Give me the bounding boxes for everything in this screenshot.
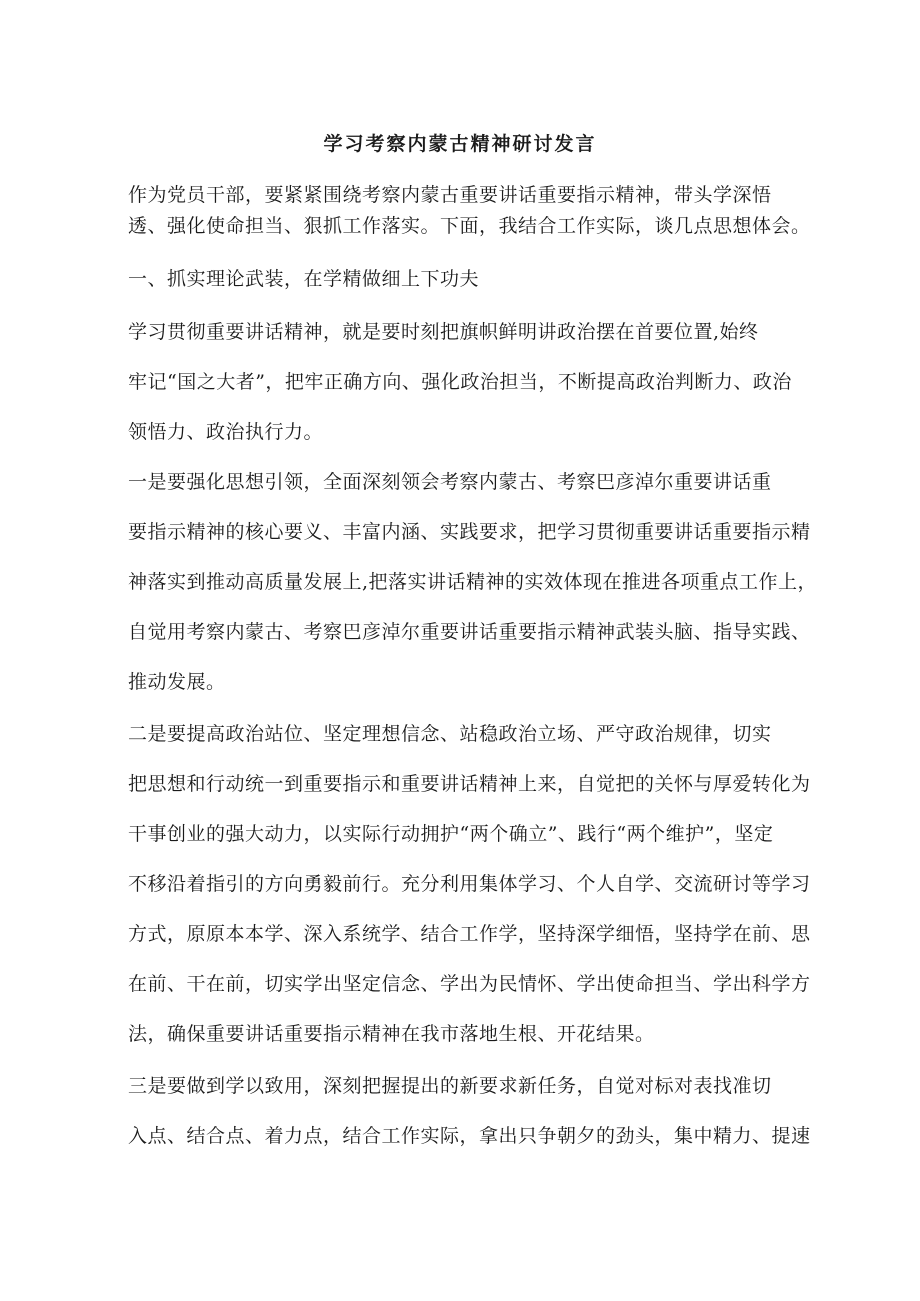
- paragraph-line: 牢记“国之大者”，把牢正确方向、强化政治担当，不断提高政治判断力、政治: [128, 371, 792, 393]
- section-heading-1: [84, 264, 854, 295]
- document-title: 学习考察内蒙古精神研讨发言: [323, 133, 597, 155]
- paragraph-line: 在前、干在前，切实学出坚定信念、学出为民情怀、学出使命担当、学出科学方: [128, 973, 811, 995]
- paragraph-2: [84, 307, 854, 457]
- paragraph-line: 一是要强化思想引领，全面深刻领会考察内蒙古、考察巴彦淖尔重要讲话重: [128, 471, 772, 493]
- paragraph-line: 自觉用考察内蒙古、考察巴彦淖尔重要讲话重要指示精神武装头脑、指导实践、: [128, 621, 811, 643]
- paragraph-line: 把思想和行动统一到重要指示和重要讲话精神上来，自觉把的关怀与厚爱转化为: [128, 773, 811, 795]
- paragraph-line: 法，确保重要讲话重要指示精神在我市落地生根、开花结果。: [128, 1023, 655, 1045]
- paragraph-4: [84, 709, 854, 1059]
- paragraph-line: 学习贯彻重要讲话精神，就是要时刻把旗帜鲜明讲政治摆在首要位置,始终: [128, 321, 759, 343]
- paragraph-line: 不移沿着指引的方向勇毅前行。充分利用集体学习、个人自学、交流研讨等学习: [128, 873, 811, 895]
- paragraph-line: 二是要提高政治站位、坚定理想信念、站稳政治立场、严守政治规律，切实: [128, 723, 772, 745]
- section-heading-text: 一、抓实理论武装，在学精做细上下功夫: [128, 268, 480, 290]
- paragraph-line: 推动发展。: [128, 671, 226, 693]
- paragraph-intro: [84, 180, 854, 242]
- paragraph-line: 干事创业的强大动力，以实际行动拥护“两个确立”、践行“两个维护”，坚定: [128, 823, 774, 845]
- paragraph-5: [84, 1061, 854, 1161]
- paragraph-3: [84, 457, 854, 707]
- paragraph-line: 方式，原原本本学、深入系统学、结合工作学，坚持深学细悟，坚持学在前、思: [128, 923, 811, 945]
- paragraph-line: 三是要做到学以致用，深刻把握提出的新要求新任务，自觉对标对表找准切: [128, 1075, 772, 1097]
- paragraph-line: 要指示精神的核心要义、丰富内涵、实践要求，把学习贯彻重要讲话重要指示精: [128, 521, 811, 543]
- paragraph-line: 神落实到推动高质量发展上,把落实讲话精神的实效体现在推进各项重点工作上，: [128, 571, 818, 593]
- paragraph-line: 入点、结合点、着力点，结合工作实际，拿出只争朝夕的劲头，集中精力、提速: [128, 1125, 811, 1147]
- paragraph-line: 透、强化使命担当、狠抓工作落实。下面，我结合工作实际，谈几点思想体会。: [128, 215, 811, 237]
- paragraph-line: 领悟力、政治执行力。: [128, 421, 324, 443]
- paragraph-line: 作为党员干部，要紧紧围绕考察内蒙古重要讲话重要指示精神，带头学深悟: [128, 184, 772, 206]
